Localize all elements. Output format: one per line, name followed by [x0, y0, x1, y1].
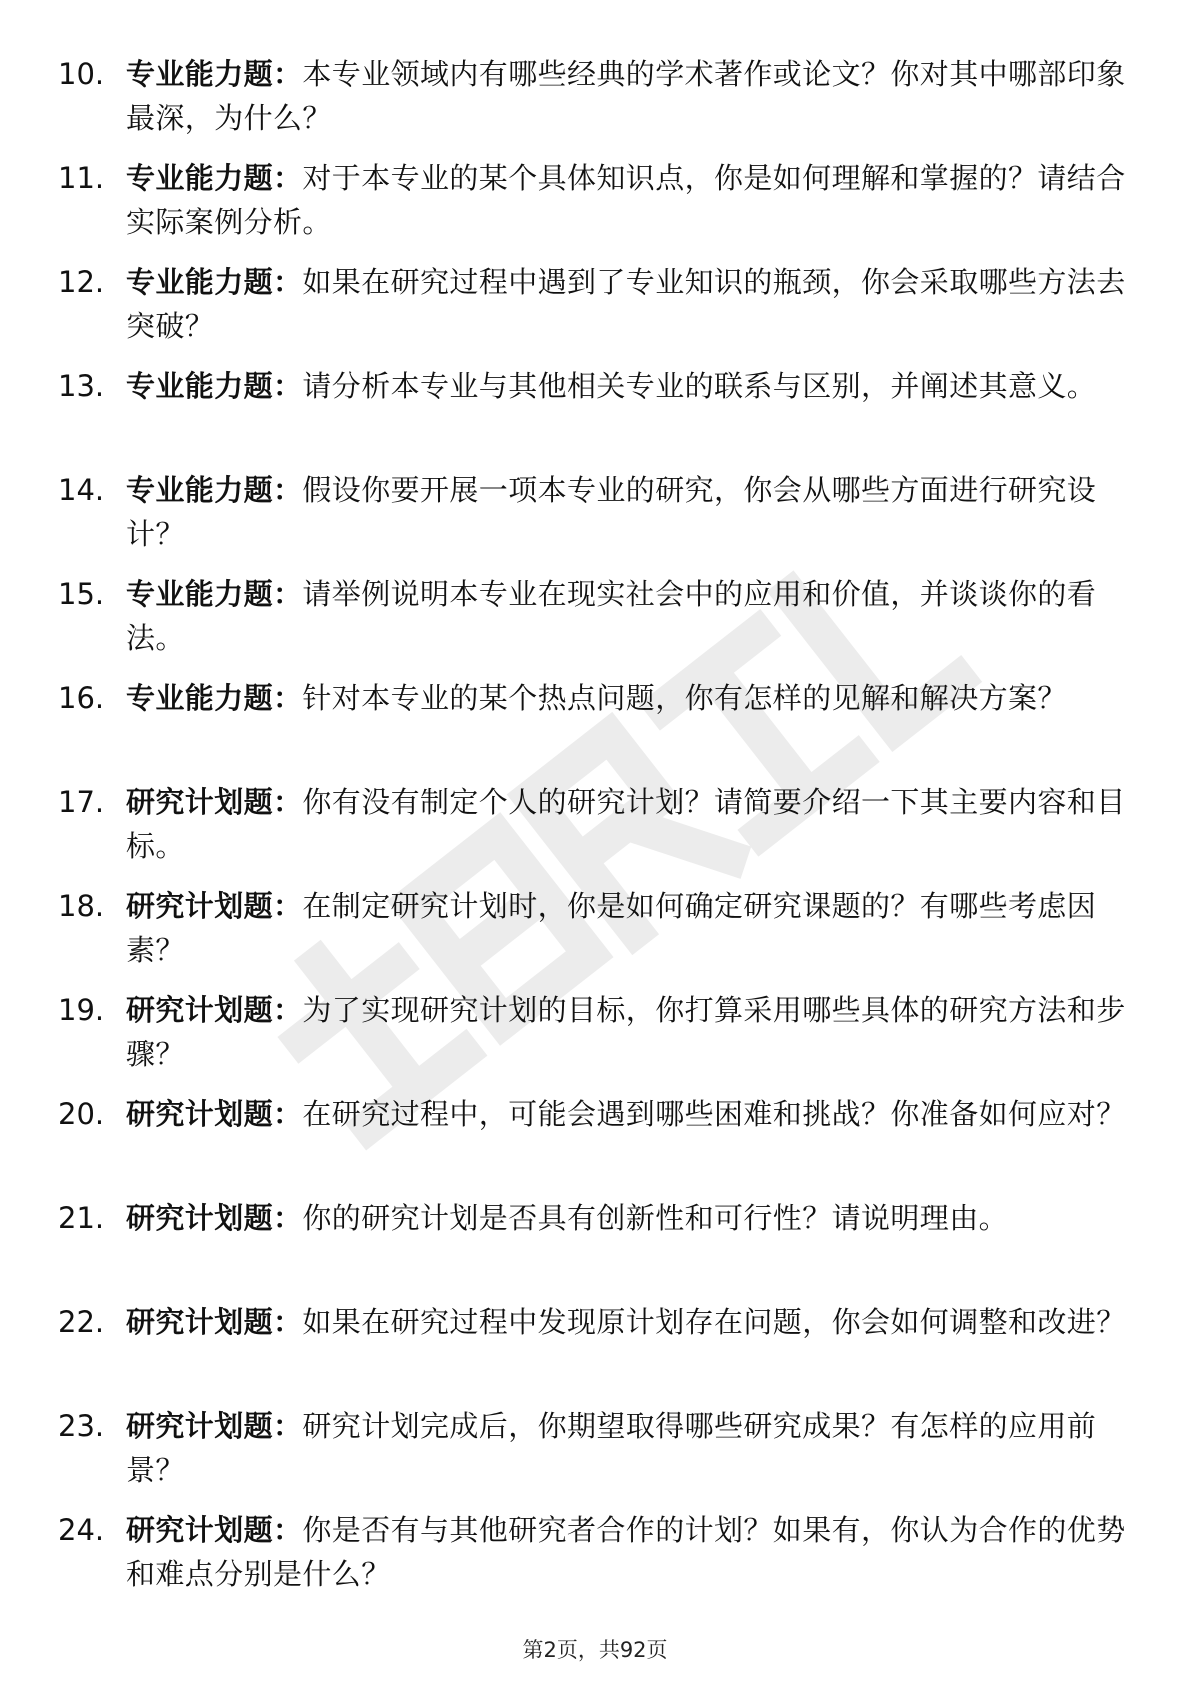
- question-text: 请分析本专业与其他相关专业的联系与区别，并阐述其意义。: [302, 369, 1097, 403]
- question-body: [126, 1196, 1126, 1240]
- question-number: 10.: [58, 57, 105, 91]
- question-body: [126, 780, 1126, 868]
- list-item: [58, 468, 1118, 572]
- question-body: [126, 364, 1126, 408]
- question-category: 研究计划题：: [126, 785, 303, 819]
- question-category: 研究计划题：: [126, 1305, 303, 1339]
- question-body: [126, 1508, 1126, 1596]
- question-category: 研究计划题：: [126, 1201, 303, 1235]
- list-item: [58, 1196, 1118, 1300]
- question-body: [126, 52, 1126, 140]
- question-text: 本专业领域内有哪些经典的学术著作或论文？你对其中哪部印象最深，为什么？: [126, 57, 1126, 135]
- question-number: 15.: [58, 577, 105, 611]
- question-body: [126, 572, 1126, 660]
- question-category: 研究计划题：: [126, 1409, 303, 1443]
- question-list: [58, 52, 1126, 1612]
- question-number: 12.: [58, 265, 105, 299]
- question-number: 18.: [58, 889, 105, 923]
- question-body: [126, 468, 1126, 556]
- question-text: 你有没有制定个人的研究计划？请简要介绍一下其主要内容和目标。: [126, 785, 1126, 863]
- question-number: 13.: [58, 369, 105, 403]
- question-text: 研究计划完成后，你期望取得哪些研究成果？有怎样的应用前景？: [126, 1409, 1097, 1487]
- question-text: 你的研究计划是否具有创新性和可行性？请说明理由。: [302, 1201, 1009, 1235]
- question-category: 专业能力题：: [126, 681, 303, 715]
- question-number: 22.: [58, 1305, 105, 1339]
- list-item: [58, 572, 1118, 676]
- list-item: [58, 364, 1118, 468]
- question-text: 你是否有与其他研究者合作的计划？如果有，你认为合作的优势和难点分别是什么？: [126, 1513, 1126, 1591]
- list-item: [58, 676, 1118, 780]
- question-body: [126, 676, 1126, 720]
- list-item: [58, 884, 1118, 988]
- question-category: 专业能力题：: [126, 161, 303, 195]
- question-category: 专业能力题：: [126, 473, 303, 507]
- question-category: 专业能力题：: [126, 265, 303, 299]
- question-text: 请举例说明本专业在现实社会中的应用和价值，并谈谈你的看法。: [126, 577, 1097, 655]
- question-body: [126, 988, 1126, 1076]
- question-text: 为了实现研究计划的目标，你打算采用哪些具体的研究方法和步骤？: [126, 993, 1126, 1071]
- question-category: 研究计划题：: [126, 993, 303, 1027]
- question-category: 研究计划题：: [126, 1513, 303, 1547]
- question-body: [126, 1300, 1126, 1344]
- list-item: [58, 156, 1126, 260]
- question-category: 研究计划题：: [126, 889, 303, 923]
- question-number: 17.: [58, 785, 105, 819]
- list-item: [58, 780, 1126, 884]
- question-number: 24.: [58, 1513, 105, 1547]
- question-body: [126, 260, 1126, 348]
- list-item: [58, 1404, 1118, 1508]
- question-body: [126, 884, 1126, 972]
- question-text: 如果在研究过程中发现原计划存在问题，你会如何调整和改进？: [302, 1305, 1126, 1339]
- question-text: 在研究过程中，可能会遇到哪些困难和挑战？你准备如何应对？: [302, 1097, 1126, 1131]
- question-text: 对于本专业的某个具体知识点，你是如何理解和掌握的？请结合实际案例分析。: [126, 161, 1126, 239]
- question-text: 在制定研究计划时，你是如何确定研究课题的？有哪些考虑因素？: [126, 889, 1097, 967]
- list-item: [58, 260, 1126, 364]
- question-category: 专业能力题：: [126, 369, 303, 403]
- question-number: 21.: [58, 1201, 105, 1235]
- question-number: 11.: [58, 161, 105, 195]
- list-item: [58, 52, 1126, 156]
- question-text: 针对本专业的某个热点问题，你有怎样的见解和解决方案？: [302, 681, 1067, 715]
- list-item: [58, 1300, 1126, 1404]
- question-text: 如果在研究过程中遇到了专业知识的瓶颈，你会采取哪些方法去突破？: [126, 265, 1126, 343]
- list-item: [58, 1508, 1126, 1612]
- question-number: 16.: [58, 681, 105, 715]
- question-category: 专业能力题：: [126, 57, 303, 91]
- question-text: 假设你要开展一项本专业的研究，你会从哪些方面进行研究设计？: [126, 473, 1097, 551]
- question-category: 研究计划题：: [126, 1097, 303, 1131]
- question-number: 19.: [58, 993, 105, 1027]
- list-item: [58, 1092, 1126, 1196]
- list-item: [58, 988, 1126, 1092]
- question-body: [126, 1404, 1126, 1492]
- question-category: 专业能力题：: [126, 577, 303, 611]
- question-number: 23.: [58, 1409, 105, 1443]
- question-number: 14.: [58, 473, 105, 507]
- page-footer: 第2页，共92页: [522, 1638, 668, 1662]
- question-number: 20.: [58, 1097, 105, 1131]
- question-body: [126, 156, 1126, 244]
- question-body: [126, 1092, 1126, 1136]
